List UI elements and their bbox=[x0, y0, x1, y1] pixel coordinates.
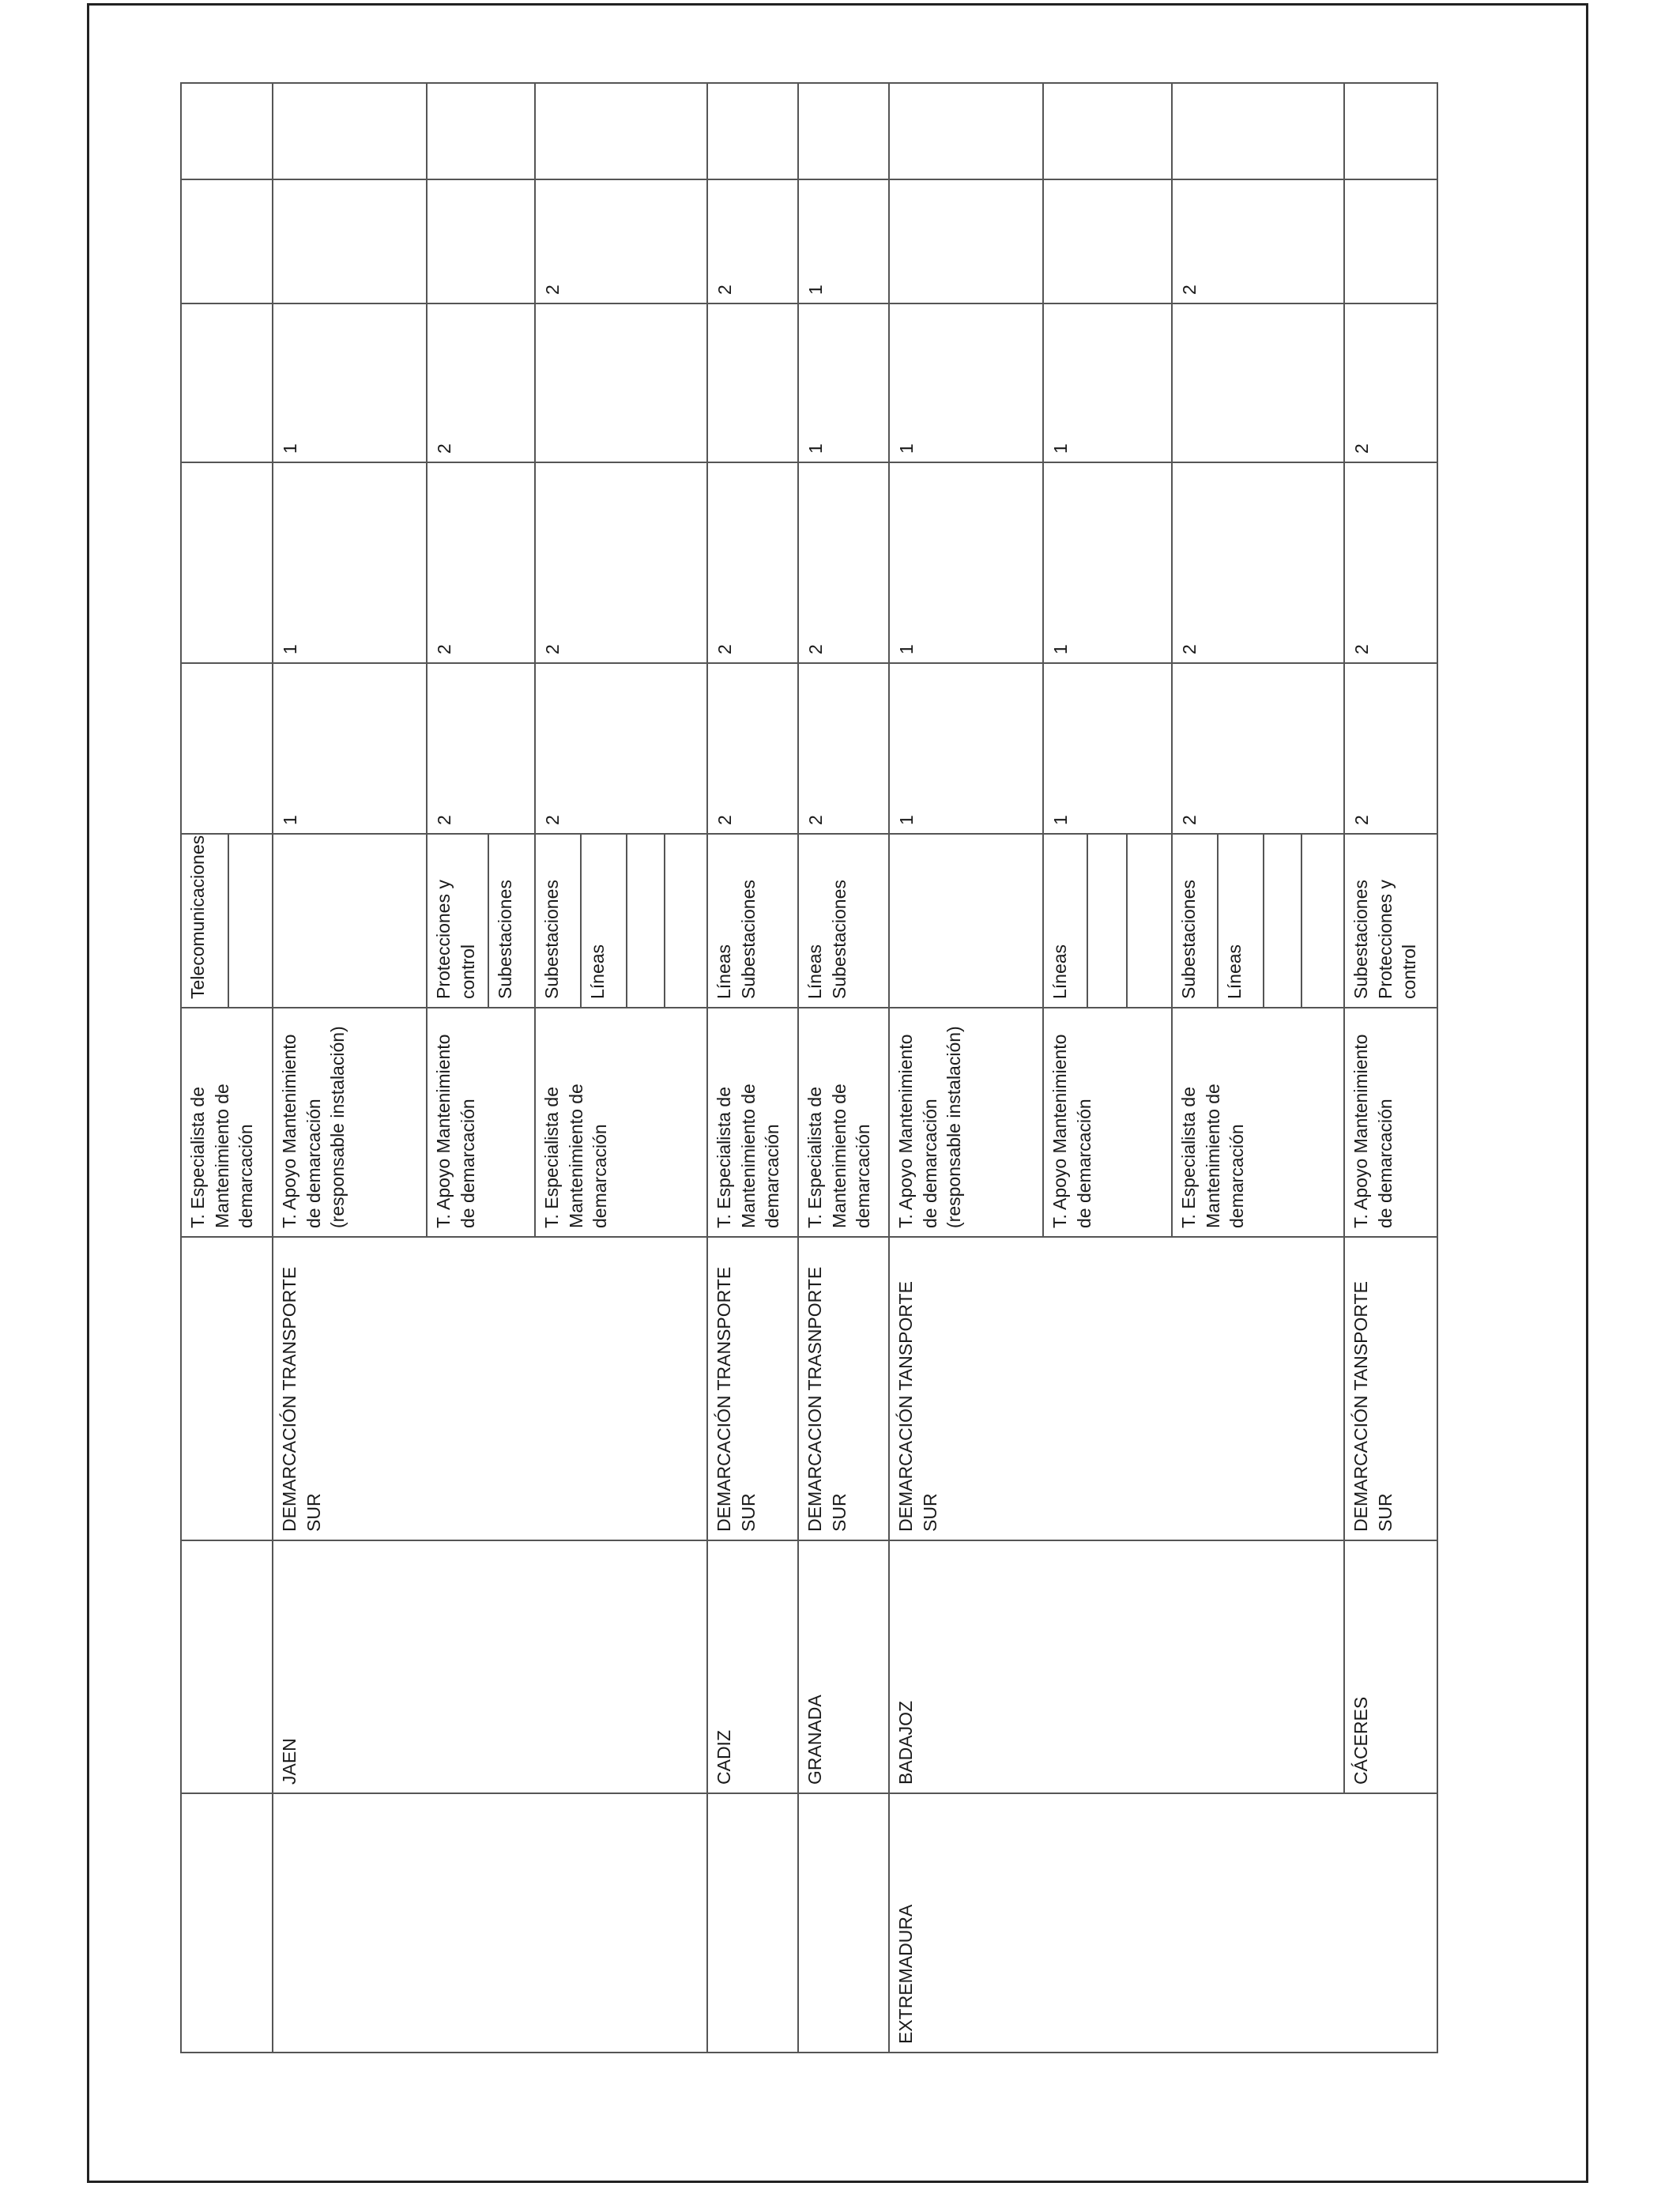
cell-col-5 bbox=[1043, 83, 1172, 179]
cell-col-2: 2 bbox=[535, 462, 707, 663]
cell-col-5 bbox=[889, 83, 1043, 179]
cell-col-3: 2 bbox=[1344, 303, 1437, 462]
table-row bbox=[273, 83, 427, 2053]
header-specialty bbox=[181, 834, 273, 1008]
cell-col-2: 1 bbox=[273, 462, 427, 663]
cell-col-2: 2 bbox=[1172, 462, 1344, 663]
cell-demarcation: DEMARCACIÓN TANSPORTE SUR bbox=[1344, 1237, 1437, 1540]
cell-specialty bbox=[1043, 834, 1172, 1008]
cell-col-3 bbox=[707, 303, 798, 462]
cell-specialty-extra: Líneas bbox=[582, 835, 627, 1007]
cell-specialty-main: Subestaciones bbox=[536, 835, 582, 1007]
cell-position: T. Especialista de Mantenimiento de demarcación bbox=[707, 1008, 798, 1237]
cell-province: CÁCERES bbox=[1344, 1540, 1437, 1793]
cell-col-1: 1 bbox=[889, 663, 1043, 834]
cell-col-5 bbox=[798, 83, 889, 179]
cell-region bbox=[707, 1793, 798, 2053]
cell-col-1: 1 bbox=[1043, 663, 1172, 834]
header-province bbox=[181, 1540, 273, 1793]
cell-position: T. Especialista de Mantenimiento de demarcación bbox=[798, 1008, 889, 1237]
cell-specialty-main: Líneas bbox=[1044, 835, 1088, 1007]
cell-col-4 bbox=[427, 179, 535, 303]
cell-col-4 bbox=[1043, 179, 1172, 303]
cell-col-2: 2 bbox=[798, 462, 889, 663]
cell-col-1: 2 bbox=[707, 663, 798, 834]
cell-col-4: 2 bbox=[1172, 179, 1344, 303]
cell-col-3: 2 bbox=[427, 303, 535, 462]
table-row bbox=[798, 83, 889, 2053]
cell-specialty: Subestaciones Protecciones y control bbox=[1344, 834, 1437, 1008]
cell-col-4 bbox=[273, 179, 427, 303]
cell-position: T. Apoyo Mantenimiento de demarcación bbox=[427, 1008, 535, 1237]
cell-specialty-blank bbox=[1302, 835, 1339, 1007]
cell-province: GRANADA bbox=[798, 1540, 889, 1793]
cell-region bbox=[273, 1793, 707, 2053]
table-row bbox=[889, 83, 1043, 2053]
cell-col-5 bbox=[535, 83, 707, 179]
cell-position: T. Especialista de Mantenimiento de demarcación bbox=[535, 1008, 707, 1237]
cell-specialty: Líneas Subestaciones bbox=[707, 834, 798, 1008]
cell-col-2: 2 bbox=[1344, 462, 1437, 663]
cell-specialty-main: Protecciones y control bbox=[428, 835, 489, 1007]
cell-col-3: 1 bbox=[273, 303, 427, 462]
cell-col-5 bbox=[707, 83, 798, 179]
cell-specialty-blank bbox=[627, 835, 665, 1007]
cell-specialty bbox=[427, 834, 535, 1008]
cell-specialty-blank bbox=[1128, 835, 1166, 1007]
cell-demarcation: DEMARCACIÓN TANSPORTE SUR bbox=[889, 1237, 1344, 1540]
table-header-row bbox=[181, 83, 273, 2053]
cell-demarcation: DEMARCACION TRASNPORTE SUR bbox=[798, 1237, 889, 1540]
cell-specialty bbox=[535, 834, 707, 1008]
cell-province: BADAJOZ bbox=[889, 1540, 1344, 1793]
cell-col-4: 1 bbox=[798, 179, 889, 303]
cell-specialty: Líneas Subestaciones bbox=[798, 834, 889, 1008]
cell-col-2: 1 bbox=[889, 462, 1043, 663]
cell-specialty bbox=[889, 834, 1043, 1008]
cell-col-4 bbox=[889, 179, 1043, 303]
cell-col-3: 1 bbox=[889, 303, 1043, 462]
rotated-table-container bbox=[180, 128, 1432, 2053]
cell-col-1: 2 bbox=[1172, 663, 1344, 834]
cell-col-1: 1 bbox=[273, 663, 427, 834]
cell-specialty-main: Subestaciones bbox=[1173, 835, 1219, 1007]
cell-col-2: 1 bbox=[1043, 462, 1172, 663]
cell-col-5 bbox=[1344, 83, 1437, 179]
cell-specialty-extra: Subestaciones bbox=[495, 880, 515, 999]
cell-col-3 bbox=[535, 303, 707, 462]
cell-col-2: 2 bbox=[707, 462, 798, 663]
cell-demarcation: DEMARCACIÓN TRANSPORTE SUR bbox=[273, 1237, 707, 1540]
cell-col-3: 1 bbox=[798, 303, 889, 462]
cell-specialty-extra: Líneas bbox=[1219, 835, 1264, 1007]
header-col-5 bbox=[181, 83, 273, 179]
cell-region: EXTREMADURA bbox=[889, 1793, 1437, 2053]
cell-col-1: 2 bbox=[427, 663, 535, 834]
header-col-1 bbox=[181, 663, 273, 834]
cell-position: T. Especialista de Mantenimiento de demarcación bbox=[1172, 1008, 1344, 1237]
cell-col-3 bbox=[1172, 303, 1344, 462]
header-col-3 bbox=[181, 303, 273, 462]
cell-col-5 bbox=[273, 83, 427, 179]
cell-specialty-blank bbox=[1088, 835, 1128, 1007]
cell-province: CADIZ bbox=[707, 1540, 798, 1793]
header-region bbox=[181, 1793, 273, 2053]
table-row bbox=[707, 83, 798, 2053]
cell-specialty-blank bbox=[1264, 835, 1302, 1007]
cell-position: T. Apoyo Mantenimiento de demarcación bbox=[1043, 1008, 1172, 1237]
cell-position: T. Apoyo Mantenimiento de demarcación (responsable instalación) bbox=[889, 1008, 1043, 1237]
cell-col-2: 2 bbox=[427, 462, 535, 663]
staff-table bbox=[180, 82, 1438, 2053]
cell-region bbox=[798, 1793, 889, 2053]
header-col-2 bbox=[181, 462, 273, 663]
cell-demarcation: DEMARCACIÓN TRANSPORTE SUR bbox=[707, 1237, 798, 1540]
header-demarcation bbox=[181, 1237, 273, 1540]
cell-col-1: 2 bbox=[798, 663, 889, 834]
table-row bbox=[1344, 83, 1437, 2053]
cell-position: T. Apoyo Mantenimiento de demarcación (responsable instalación) bbox=[273, 1008, 427, 1237]
header-specialty-blank bbox=[229, 835, 267, 1007]
cell-specialty bbox=[273, 834, 427, 1008]
cell-col-4: 2 bbox=[535, 179, 707, 303]
header-col-4 bbox=[181, 179, 273, 303]
rotated-table bbox=[180, 128, 1432, 2053]
cell-col-4: 2 bbox=[707, 179, 798, 303]
cell-col-1: 2 bbox=[1344, 663, 1437, 834]
header-specialty-label: Telecomunicaciones bbox=[182, 835, 229, 1007]
cell-col-1: 2 bbox=[535, 663, 707, 834]
cell-specialty bbox=[1172, 834, 1344, 1008]
cell-position: T. Apoyo Mantenimiento de demarcación bbox=[1344, 1008, 1437, 1237]
cell-col-3: 1 bbox=[1043, 303, 1172, 462]
header-position: T. Especialista de Mantenimiento de demarcación bbox=[181, 1008, 273, 1237]
cell-col-4 bbox=[1344, 179, 1437, 303]
cell-col-5 bbox=[427, 83, 535, 179]
cell-col-5 bbox=[1172, 83, 1344, 179]
cell-specialty-blank bbox=[665, 835, 702, 1007]
cell-province: JAEN bbox=[273, 1540, 707, 1793]
